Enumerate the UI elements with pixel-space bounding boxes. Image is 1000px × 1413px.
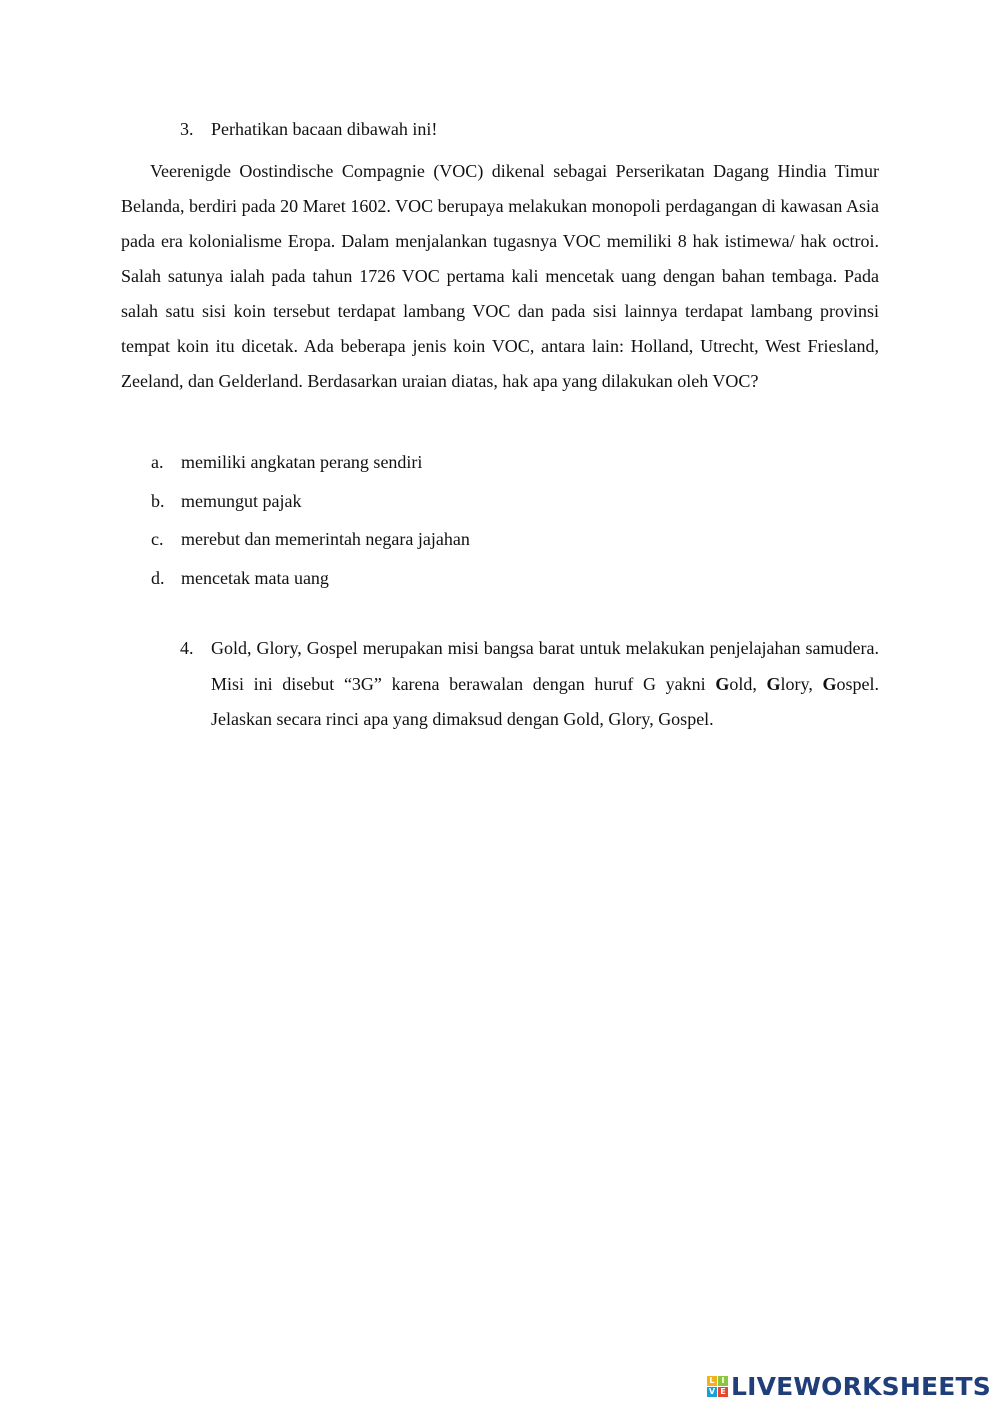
bold-initial-g: G — [766, 673, 781, 694]
word-glory-rest: lory, — [780, 673, 813, 694]
question-3-options — [151, 448, 851, 602]
liveworksheets-logo[interactable] — [707, 1371, 991, 1401]
option-letter: d. — [151, 567, 165, 588]
badge-letter: E — [718, 1387, 728, 1397]
option-text: mencetak mata uang — [181, 567, 329, 588]
option-text: memiliki angkatan perang sendiri — [181, 452, 423, 472]
option-d[interactable] — [151, 564, 851, 603]
question-3-number: 3. — [180, 119, 194, 139]
badge-letter: L — [707, 1376, 717, 1386]
liveworksheets-badge-icon — [707, 1376, 728, 1397]
liveworksheets-logo-text: LIVEWORKSHEETS — [730, 1371, 991, 1401]
option-letter: c. — [151, 529, 164, 549]
option-text: memungut pajak — [181, 490, 302, 511]
bold-initial-g: G — [715, 673, 730, 694]
option-b[interactable] — [151, 487, 851, 526]
question-4-text-part2: ospel. Jelaskan secara rinci apa yang dimaksud dengan Gold, Glory, Gospel. — [211, 673, 880, 729]
option-a[interactable] — [151, 448, 851, 487]
option-letter: b. — [151, 490, 165, 511]
question-3-heading-text: Perhatikan bacaan dibawah ini! — [211, 119, 438, 139]
question-3-heading — [180, 116, 437, 142]
question-3-passage: Veerenigde Oostindische Compagnie (VOC) dikenal sebagai Perserikatan Dagang Hindia Timur Belanda, berdiri pada 20 Maret 1602. VOC berupaya melakukan monopoli perdagangan di kawasan Asia pada era kolonialisme Eropa. Dalam menjalankan tugasnya VOC memiliki 8 hak istimewa/ hak octroi. Salah satunya ialah pada tahun 1726 VOC pertama kali mencetak uang dengan bahan tembaga. Pada salah satu sisi koin tersebut terdapat lambang VOC dan pada sisi lainnya terdapat lambang provinsi tempat koin itu dicetak. Ada beberapa jenis koin VOC, antara lain: Holland, Utrecht, West Friesland, Zeeland, dan Gelderland. Berdasarkan uraian diatas, hak apa yang dilakukan oleh VOC? — [121, 161, 879, 391]
bold-initial-g: G — [822, 673, 837, 694]
badge-letter: I — [718, 1376, 728, 1386]
question-4-number: 4. — [180, 638, 194, 658]
question-4-text — [211, 631, 879, 738]
option-text: merebut dan memerintah negara jajahan — [181, 529, 470, 549]
option-letter: a. — [151, 452, 164, 472]
question-4 — [180, 631, 879, 738]
word-gold-rest: old, — [729, 673, 757, 694]
option-c[interactable] — [151, 525, 851, 564]
badge-letter: V — [708, 1386, 716, 1396]
question-4-text-part1: Gold, Glory, Gospel merupakan misi bangsa barat untuk melakukan penjelajahan samudera. Misi ini disebut “3G” karena berawalan dengan huruf G yakni — [211, 638, 879, 694]
